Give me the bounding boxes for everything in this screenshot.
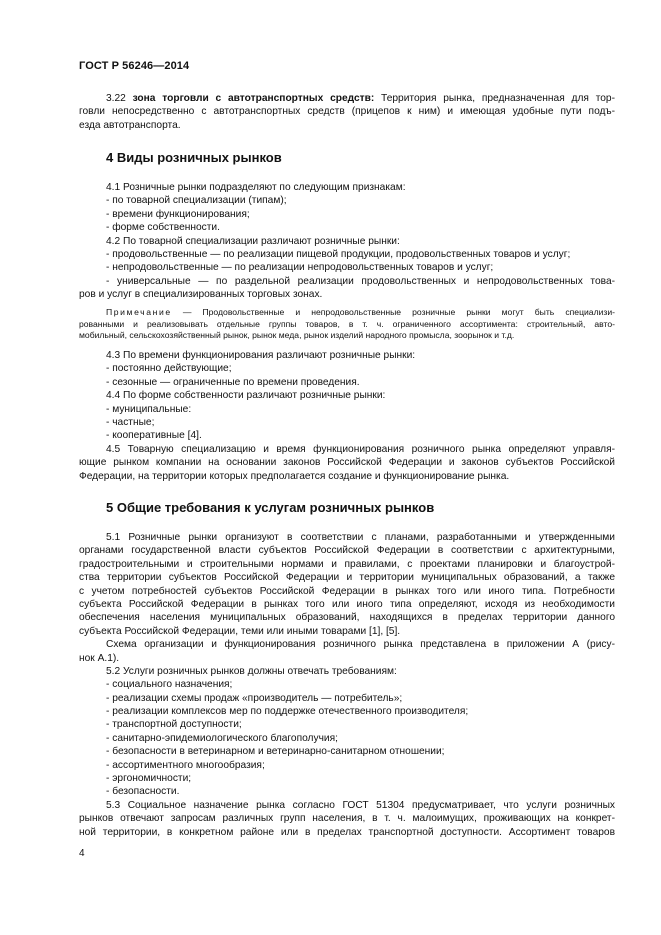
list-item: - непродовольственные — по реализации непродовольственных товаров и услуг; [106,262,494,274]
text-line: Федерации, на территории которых предполагается создание и функционирование рынка. [79,470,510,482]
list-item: - сезонные — ограниченные по времени проведения. [106,376,360,388]
section-4-body [79,181,615,302]
section-5 [79,499,615,517]
paragraph-3-22 [79,92,615,132]
list-item: - реализации комплексов мер по поддержке отечественного производителя; [106,706,469,718]
list-item: - транспортной доступности; [106,719,242,731]
text-line: субъекта Российской Федерации в рынках того или иного типа определяют, исходя из необходимости [79,598,615,610]
text-line: ющие рынком компании на основании законов Российской Федерации и законов субъектов Российской [79,457,615,469]
note-block [79,307,615,342]
text-line: 4.5 Товарную специализацию и время функционирования розничного рынка определяют управля- [106,443,615,455]
list-item: - эргономичности; [106,773,192,785]
text-line: 4.4 По форме собственности различают розничные рынки: [106,390,386,402]
text-line: 5.1 Розничные рынки организуют в соответствии с планами, разработанными и утвержденными [106,532,615,543]
list-item: - кооперативные [4]. [106,430,202,442]
text-line: рынков отвечают запросам различных групп населения, в т. ч. малоимущих, проживающих на конкрет- [79,813,615,825]
text-line: 5.2 Услуги розничных рынков должны отвечать требованиям: [106,665,397,677]
text-line: 5.3 Социальное назначение рынка согласно ГОСТ 51304 предусматривает, что услуги розничных [106,799,615,811]
term: зона торговли с автотранспортных средств: [132,93,375,104]
section-5-body [79,531,615,839]
section-heading: 4 Виды розничных рынков [106,150,282,165]
text-line: 4.3 По времени функционирования различают розничные рынки: [106,350,416,361]
list-item: - ассортиментного многообразия; [106,759,265,771]
list-item: - санитарно-эпидемиологического благополучия; [106,732,338,744]
document-header: ГОСТ Р 56246—2014 [79,60,190,72]
section-4-body-2 [79,349,615,483]
text-line: ства территории субъектов Российской Федерации и территории муниципальных образований, а также [79,572,615,584]
section-4 [79,149,615,167]
page-number: 4 [79,848,85,859]
text-line: ров и услуг в специализированных торговых зонах. [79,289,323,301]
text-line: градостроительными и строительными нормами и правилами, с проектами планировки и благоустрой- [79,558,615,570]
note-label: Примечание [106,307,172,317]
note-text: — Продовольственные и непродовольственные розничные рынки могут быть специализи- [171,307,615,317]
section-heading: 5 Общие требования к услугам розничных рынков [106,500,435,515]
text-line: Схема организации и функционирования розничного рынка представлена в приложении А (рису- [106,639,615,651]
text-line: ной территории, в конкретном районе или в пределах транспортной доступности. Ассортимент товаров [79,826,615,838]
clause-number: 3.22 [106,93,126,104]
list-item: - постоянно действующие; [106,363,232,375]
text-line: езда автотранспорта. [79,119,181,131]
text-line: 4.1 Розничные рынки подразделяют по следующим признакам: [106,182,406,193]
note-line: рованными и реализовывать отдельные группы товаров, в т. ч. ограниченного ассортимента: строительный, авто- [79,318,615,329]
text-line: 4.2 По товарной специализации различают розничные рынки: [106,235,400,247]
list-item: - универсальные — по раздельной реализации продовольственных и непродовольственных това- [106,275,615,287]
text-line: говли непосредственно с автотранспортных средств (прицепов к ним) и имеющая удобные пути подъ- [79,106,615,118]
list-item: - продовольственные — по реализации пищевой продукции, продовольственных товаров и услуг; [106,248,571,260]
list-item: - социального назначения; [106,679,233,691]
list-item: - безопасности в ветеринарном и ветеринарно-санитарном отношении; [106,746,445,758]
text-line: обеспечения населения муниципальных образований, находящихся в пределах территории данного [79,612,615,624]
text-line: нок А.1). [79,652,120,664]
list-item: - времени функционирования; [106,208,250,220]
list-item: - частные; [106,416,155,428]
note-line: мобильный, сельскохозяйственный рынок, рынок меда, рынок изделий народного промысла, зоорынок и т.д. [79,330,515,341]
text-line: субъекта Российской Федерации, теми или иными товарами [1], [5]. [79,625,401,637]
list-item: - муниципальные: [106,403,192,415]
list-item: - по товарной специализации (типам); [106,195,287,207]
definition-text: Территория рынка, предназначенная для тор- [374,93,615,104]
text-line: органами государственной власти субъектов Российской Федерации в соответствии с архитектурными, [79,545,615,557]
list-item: - безопасности. [106,786,180,798]
text-line: с учетом потребностей субъектов Российской Федерации в рынках того или иного типа. Потребности [79,585,615,597]
list-item: - форме собственности. [106,222,220,234]
list-item: - реализации схемы продаж «производитель — потребитель»; [106,692,403,704]
